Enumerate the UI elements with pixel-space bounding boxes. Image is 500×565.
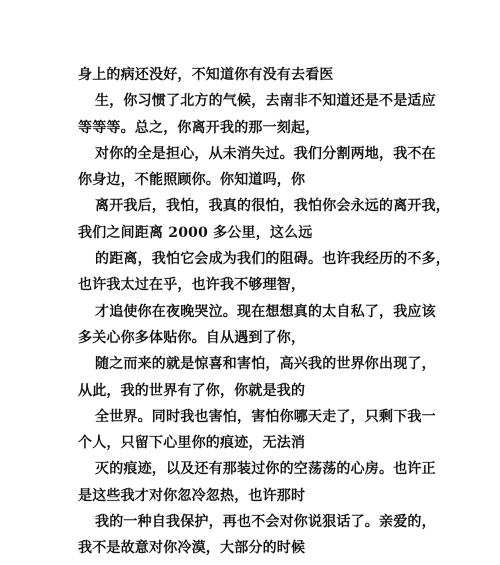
letter-body — [78, 62, 450, 562]
text-line-5: 你身边，不能照顾你。你知道吗，你 — [78, 172, 306, 189]
text-line-18: 我的一种自我保护，再也不会对你说狠话了。亲爱的， — [95, 514, 436, 531]
text-line-19: 我不是故意对你冷漠，大部分的时候 — [78, 540, 306, 557]
text-line-13: 从此，我的世界有了你，你就是我的 — [78, 382, 306, 399]
text-line-6: 离开我后，我怕，我真的很怕，我怕你会永远的离开我， — [95, 198, 450, 215]
text-line-11: 多关心你多体贴你。自从遇到了你， — [78, 329, 306, 346]
text-line-2: 生，你习惯了北方的气候，去南非不知道还是不是适应 — [95, 93, 436, 110]
text-line-1: 身上的病还没好，不知道你有没有去看医 — [78, 67, 334, 83]
text-line-17: 是这些我才对你忽冷忽热，也许那时 — [78, 487, 306, 504]
text-line-12: 随之而来的就是惊喜和害怕，高兴我的世界你出现了， — [95, 356, 436, 373]
text-line-4: 对你的全是担心，从未消失过。我们分割两地，我不在 — [95, 145, 436, 162]
text-line-14: 全世界。同时我也害怕，害怕你哪天走了，只剩下我一 — [95, 408, 436, 425]
text-line-15: 个人，只留下心里你的痕迹，无法消 — [78, 435, 306, 452]
text-line-9: 也许我太过在乎，也许我不够理智， — [78, 277, 306, 294]
text-line-16: 灭的痕迹，以及还有那装过你的空荡荡的心房。也许正 — [95, 461, 436, 478]
text-line-3: 等等等。总之，你离开我的那一刻起， — [78, 119, 320, 136]
text-line-8: 的距离，我怕它会成为我们的阻碍。也许我经历的不多， — [95, 251, 450, 268]
text-line-7: 我们之间距离 2000 多公里，这么远 — [78, 224, 313, 241]
text-line-10: 才追使你在夜晚哭泣。现在想想真的太自私了，我应该 — [95, 303, 436, 320]
